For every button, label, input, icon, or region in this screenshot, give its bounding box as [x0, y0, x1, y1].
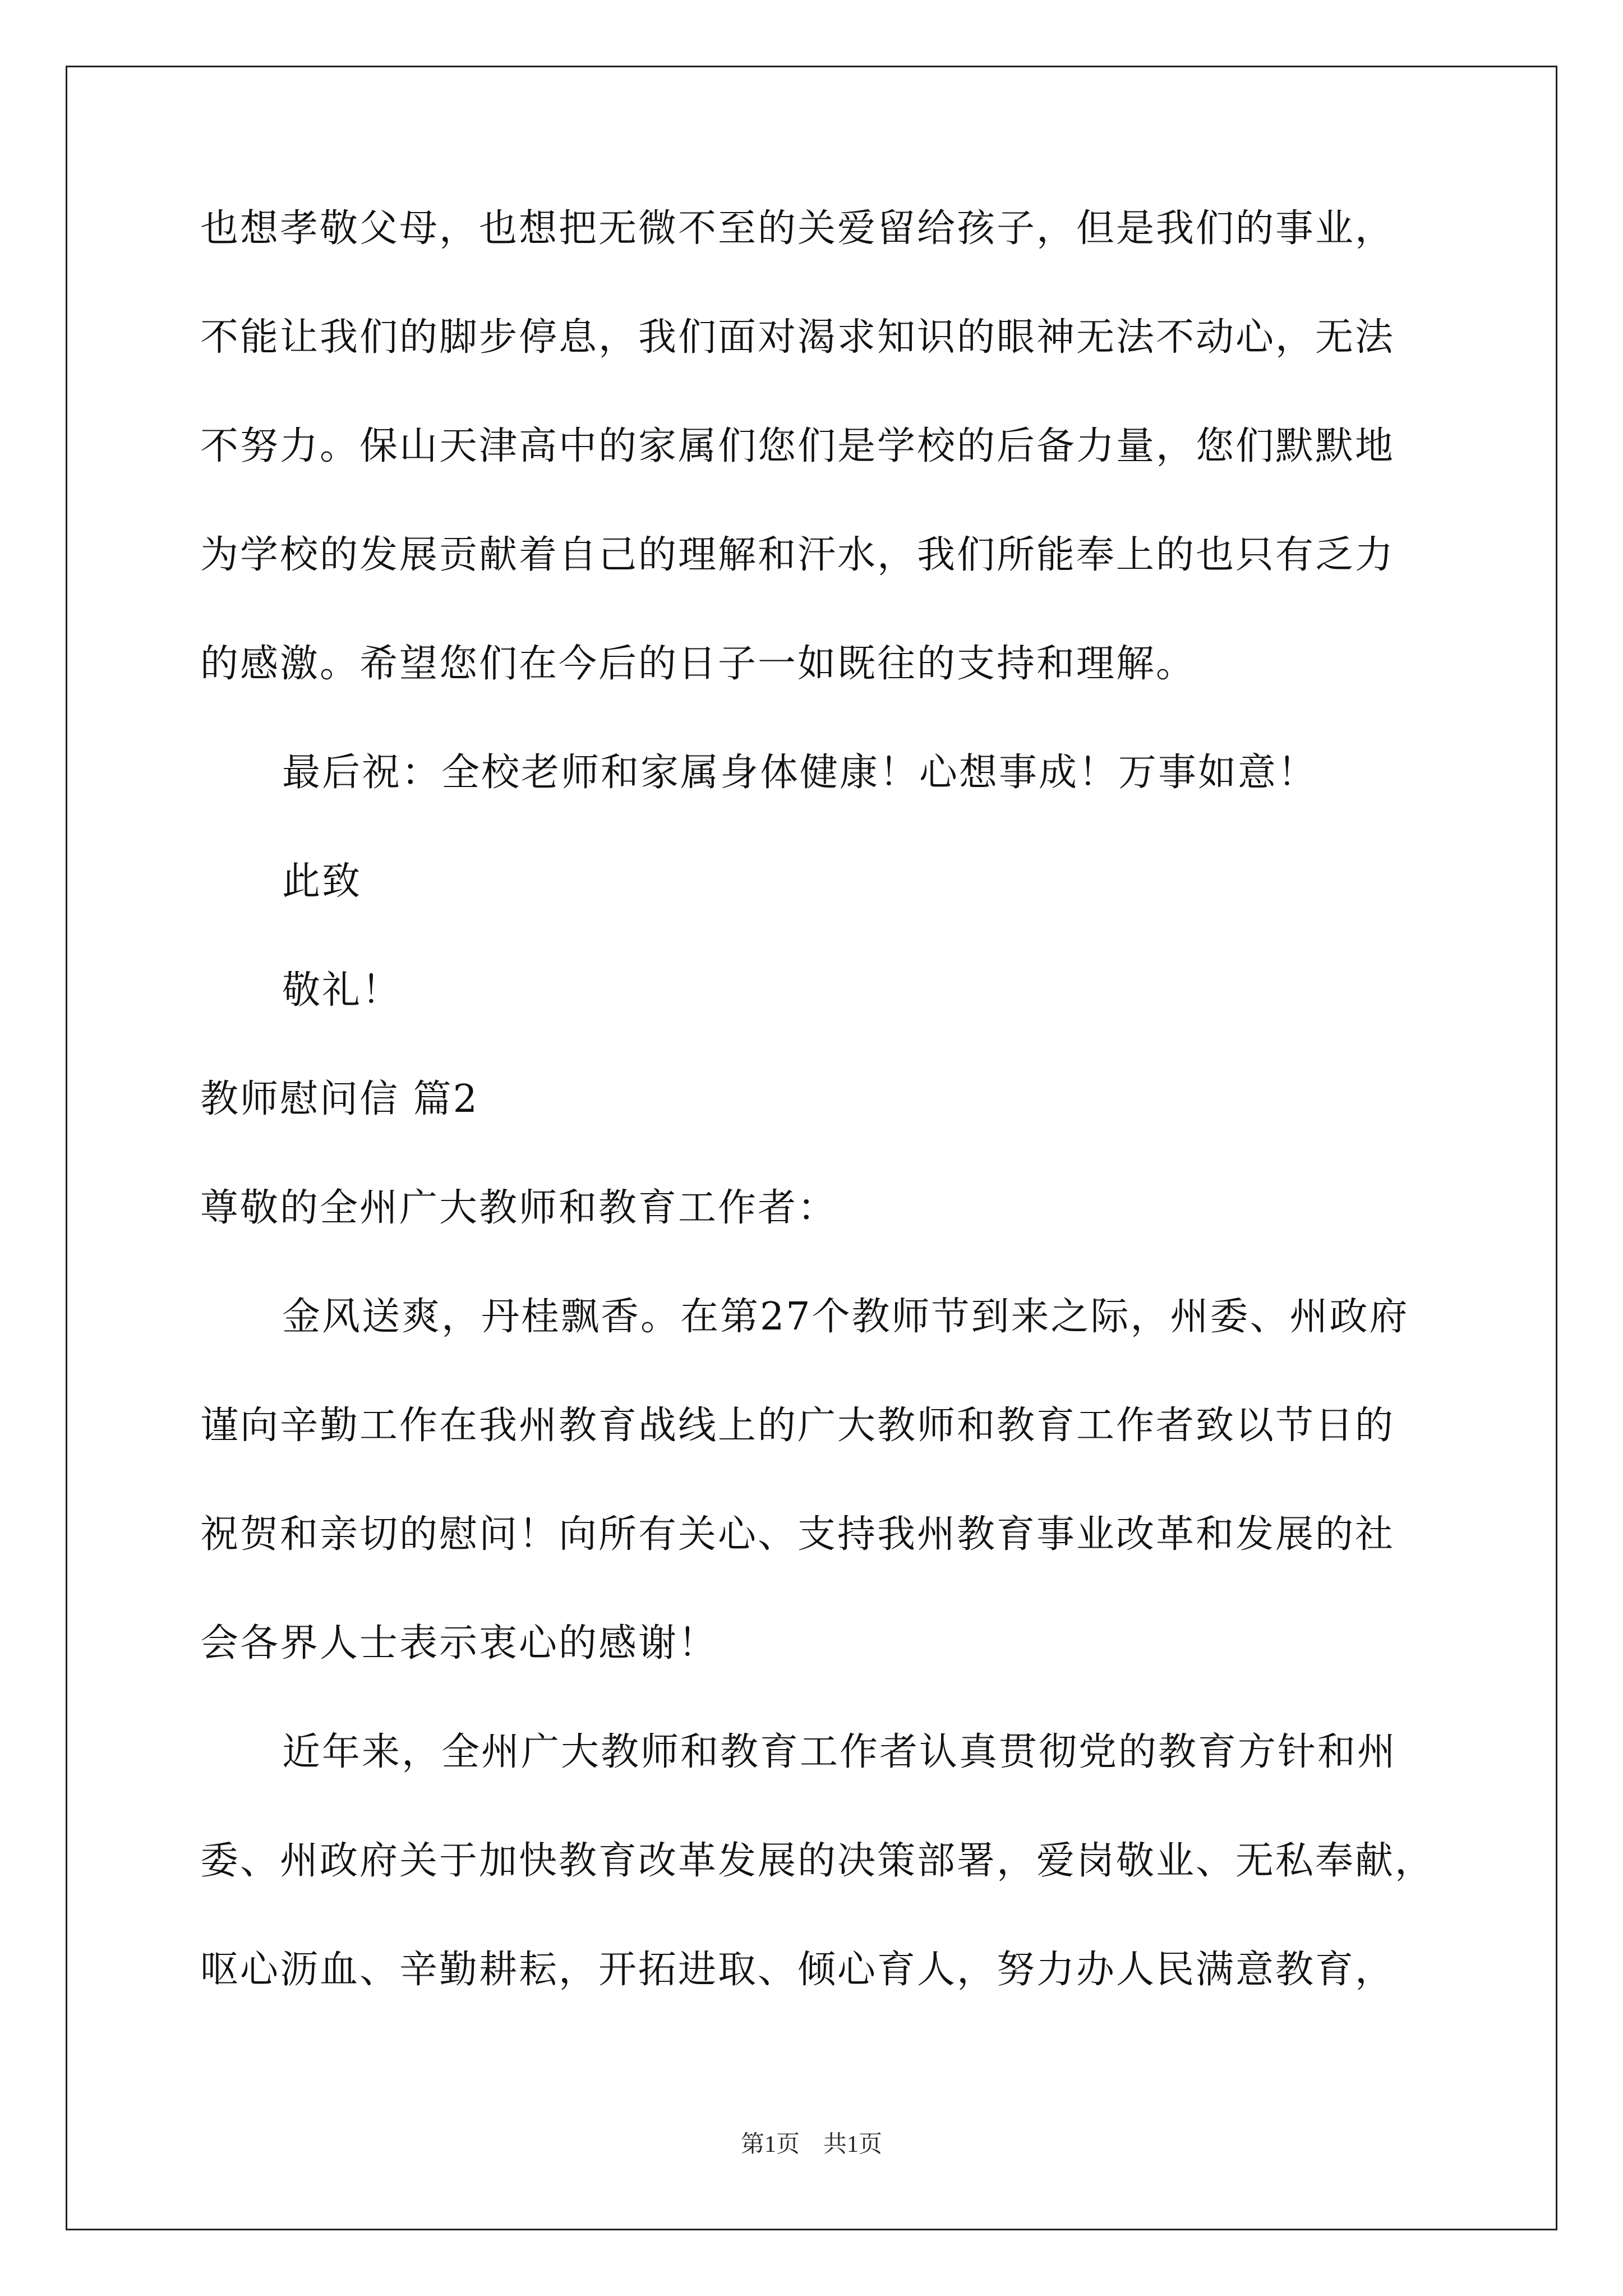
salutation-jingli: 敬礼！ — [282, 968, 402, 1013]
text-line-15: 近年来，全州广大教师和教育工作者认真贯彻党的教育方针和州 — [282, 1730, 1398, 1774]
section-heading: 教师慰问信 篇2 — [200, 1077, 479, 1121]
text-line-5: 的感激。希望您们在今后的日子一如既往的支持和理解。 — [200, 642, 1196, 686]
text-line-12: 谨向辛勤工作在我州教育战线上的广大教师和教育工作者致以节日的 — [200, 1404, 1395, 1448]
text-line-2: 不能让我们的脚步停息，我们面对渴求知识的眼神无法不动心，无法 — [200, 315, 1395, 360]
salutation-cizhi: 此致 — [282, 859, 362, 904]
text-line-13: 祝贺和亲切的慰问！向所有关心、支持我州教育事业改革和发展的社 — [200, 1512, 1395, 1557]
text-line-1: 也想孝敬父母，也想把无微不至的关爱留给孩子，但是我们的事业， — [200, 206, 1395, 251]
text-line-11: 金风送爽，丹桂飘香。在第27个教师节到来之际，州委、州政府 — [282, 1295, 1409, 1339]
text-line-17: 呕心沥血、辛勤耕耘，开拓进取、倾心育人，努力办人民满意教育， — [200, 1948, 1395, 1992]
letter-greeting: 尊敬的全州广大教师和教育工作者： — [200, 1186, 838, 1230]
text-line-14: 会各界人士表示衷心的感谢！ — [200, 1621, 718, 1665]
page-border — [66, 66, 1557, 2230]
text-line-4: 为学校的发展贡献着自己的理解和汗水，我们所能奉上的也只有乏力 — [200, 533, 1395, 577]
text-line-16: 委、州政府关于加快教育改革发展的决策部署，爱岗敬业、无私奉献， — [200, 1839, 1435, 1883]
page-footer: 第1页 共1页 — [740, 2132, 882, 2157]
text-line-3: 不努力。保山天津高中的家属们您们是学校的后备力量，您们默默地 — [200, 424, 1395, 468]
closing-wish: 最后祝：全校老师和家属身体健康！心想事成！万事如意！ — [282, 751, 1318, 795]
